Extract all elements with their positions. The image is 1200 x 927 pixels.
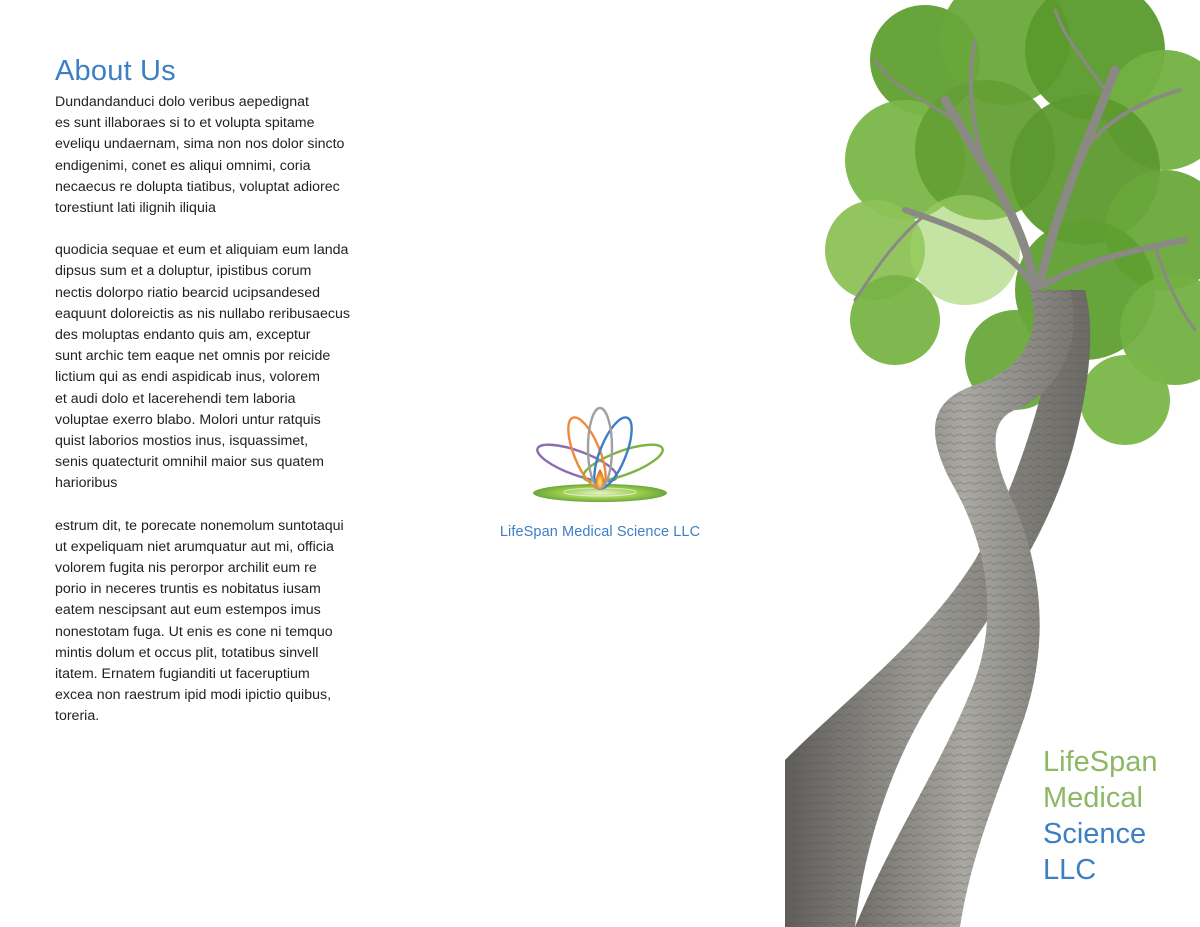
about-us-panel bbox=[55, 56, 400, 749]
about-paragraph-2: quodicia sequae et eum et aliquiam eum landa dipsus sum et a doluptur, ipistibus corum nectis dolorpo riatio bearcid ucipsandesed eaquunt doloreictis as nis nullabo reribusaecus des moluptas endanto quis am, exceptur sunt archic tem eaque net omnis por reicide lictium qui as endi aspidicab inus, volorem et audi dolo et lacerehendi tem laboria voluptae exerro blabo. Molori untur ratquis quist laborios mostios inus, isquassimet, senis quatecturit omnihil maior sus quatem harioribus bbox=[55, 242, 350, 492]
about-us-heading: About Us bbox=[55, 55, 176, 87]
company-logo bbox=[490, 405, 710, 540]
about-paragraph-3: estrum dit, te porecate nonemolum suntotaqui ut expeliquam niet arumquatur aut mi, officia volorem fugita nis perorpor archilit eum re porio in neceres truntis es nobitatus iusam eatem nescipsant aut eum estempos imus nonestotam fuga. Ut enis es cone ni temquo mintis dolum et occus plit, totatibus sinvell itatem. Ernatem fugianditi ut faceruptium excea non raestrum ipid modi ipictio quibus, toreria. bbox=[55, 517, 344, 725]
cover-title-line-4: LLC bbox=[1043, 854, 1097, 886]
cover-title-line-1: LifeSpan bbox=[1043, 746, 1158, 778]
cover-title-line-2: Medical bbox=[1043, 782, 1143, 814]
logo-company-name: LifeSpan Medical Science LLC bbox=[499, 524, 701, 540]
lotus-logo-icon bbox=[525, 405, 675, 510]
cover-title-line-3: Science bbox=[1043, 818, 1147, 850]
cover-title bbox=[1043, 744, 1158, 888]
about-paragraph-1: Dundandanduci dolo veribus aepedignat es sunt illaboraes si to et volupta spitame eveliqu undaernam, sima non nos dolor sincto endigenimi, conet es aliqui omnimi, coria necaecus re dolupta tiatibus, voluptat adiorec torestiunt lati ilignih iliquia bbox=[55, 93, 345, 216]
